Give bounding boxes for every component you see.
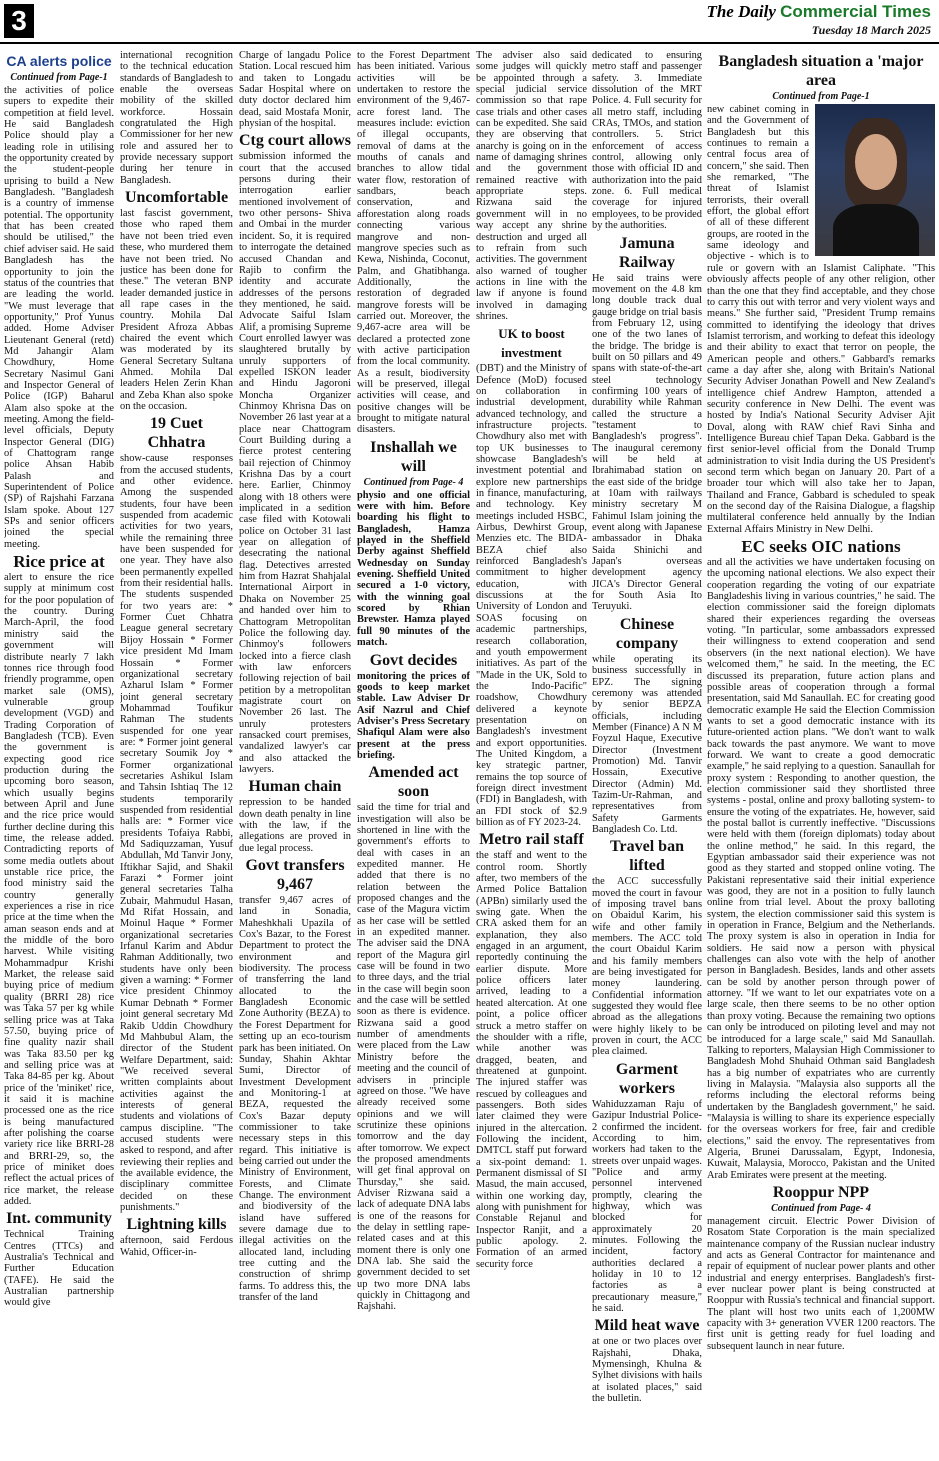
masthead [0,0,939,44]
headline: Human chain [248,778,342,796]
continued-note: Continued from Page-1 [772,91,870,102]
article-body: the ACC successfully moved the court in favour of imposing travel bans on Obaidul Karim, his wife and other family members. The ACC told the court Obaidul Karim and his family members are being investigated for money laundering. Confidential information suggested they would flee abroad as the allegations were highly likely to be proven in court, the ACC plea claimed. [592,876,702,1058]
issue-date: Tuesday 18 March 2025 [811,23,931,37]
article-body: afternoon, said Ferdous Wahid, Officer-in- [120,1235,233,1258]
headline: Uncomfortable [124,189,229,207]
article-body: (DBT) and the Ministry of Defence (MoD) focused on collaboration in industrial development, advanced technology, and infrastructure projects. Chowdhury also met with top UK businesses to showcase Bangladesh's investment potential and explore new partnerships in finance, manufacturing, and technology. Key meetings included HSBC, Airbus, Dewhirst Group, Menzies etc. The BIDA-BEZA chief also reinforced Bangladesh's commitment to higher education, with discussions at the University of London and SOAS focusing on academic partnerships, research collaboration, and youth empowerment initiatives. As part of the "Made in the UK, Sold to the Indo-Pacific" roadshow, Chowdhury delivered a keynote presentation on Bangladesh's investment and export opportunities. The United Kingdom, a key strategic partner, remains the top source of foreign direct investment (FDI) in Bangladesh, with an FDI stock of $2.9 billion as of FY 2023-24. [476,363,587,828]
continued-note: Continued from Page-1 [10,72,108,83]
photo-face [855,134,897,190]
article-body: physio and one official were with him. Before boarding his flight to Bangladesh, Hamza played in the Sheffield Derby against Sheffield Wednesday on Sunday evening. Sheffield United secured a 1-0 victory, with the winning goal scored by Rhian Brewster. Hamza played full 90 minutes of the match. [357,489,470,649]
headline: Rooppur NPP [772,1183,870,1201]
headline: 19 Cuet Chhatra [147,415,206,452]
headline: Bangladesh situation a 'major area [718,53,924,89]
headline: CA alerts police [6,53,112,69]
article-body: the staff and went to the control room. Shortly after, two members of the Armed Police Battalion (APBn) similarly used the swing gate. When the CRA asked them for an explanation, they also engaged in an argument, reportedly continuing the earlier dispute. More police officers later arrived, leading to a heated altercation. At one point, a police officer struck a metro staffer on the shoulder with a rifle, while another was dragged, beaten, and threatened at gunpoint. The injured staffer was rescued by colleagues and passengers. Both sides later claimed they were injured in the altercation. Following the incident, DMTCL staff put forward a six-point demand: 1. Permanent dismissal of SI Masud, the main accused, within one working day, along with punishment for Constable Rejanul and Inspector Ranjit, and a public apology. 2. Formation of an armed security force [476,850,587,1270]
continued-note: Continued from Page- 4 [363,476,464,488]
headline: Int. community [6,1210,112,1228]
article-body: repression to be handed down death penalty in line with the law, if the allegations are proved in due legal process. [239,797,351,854]
article-body: at one or two places over Rajshahi, Dhaka, Mymensingh, Khulna & Sylhet divisions with hails at isolated places," said the bulletin. [592,1336,702,1405]
article-body: the activities of police supers to expedite their competition at field level. He said Bangladesh Police should play a leading role in utilising the opportunity created by the student-people uprising to build a New Bangladesh. "Bangladesh is a country of immense potential. The opportunity that has been created should be utilised," the chief adviser said. He said Bangladesh has the opportunity to join the status of the countries that are leading the world. "We must leverage that opportunity," Prof Yunus added. Home Adviser Lieutenant General (retd) Md Jahangir Alam Chowdhury, Home Secretary Nasimul Gani and Inspector General of Police (IGP) Baharul Alam also spoke at the meeting. Among the field-level officials, Deputy Inspector General (DIG) of Chattogram range police Ahsan Habib Palash and Superintendent of Police (SP) of Rajshahi Farzana Islam spoke. About 127 SPs and senior officers joined the special meeting. [4,85,114,550]
continued-note: Continued from Page- 4 [771,1202,871,1214]
headline: Rice price at [13,552,105,572]
newspaper-brand [706,2,931,22]
column-1 [4,50,114,1460]
headline: Travel ban lifted [610,838,684,875]
headline: EC seeks OIC nations [741,537,901,557]
page-number: 3 [4,4,34,38]
article-body: show-cause responses from the accused students, and other evidence. Among the suspended students, four have been suspended from academic activities for two years, while the remaining three have been suspended for one year. They have also been permanently expelled from their residential halls. The students suspended for two years are: * Former Cuet Chhatra League general secretary Bijoy Hossain * Former vice president Md Imam Hossain * Former organizational secretary Azharul Islam * Former joint general secretary Mohammad Toufikur Rahman The students suspended for one year are: * Former joint general secretary Soumik Joy * Former organizational secretaries Ashikul Islam and Tahsin Ishtiaq The 12 students temporarily suspended from residential halls are: * Former vice presidents Tofaiya Rabbi, Md Sadiquzzaman, Yusuf Abdullah, Md Tanvir Jony, Iftikhar Sajid, and Shakil Farazi * Former joint general secretaries Talha Zubair, Mahmudul Hasan, Md Rifat Hossain, and Moinul Haque * Former organizational secretaries Irfanul Karim and Abdur Rahman Additionally, two students have only been given a warning: * Former vice president Chinmoy Kumar Debnath * Former joint general secretary Md Rakib Uddin Chowdhury Md Mahbubul Alam, the director of the Student Welfare Department, said: "We received several written complaints about activities against the interests of general students and violations of campus discipline. "The accused students were asked to respond, and after reviewing their replies and the available evidence, the disciplinary committee decided on these punishments." [120,453,233,1213]
headline: UK to boost investment [498,326,565,361]
article-body: management circuit. Electric Power Division of Rosatom State Corporation is the main specialized maintenance company of the Russian nuclear industry and acts as General Contractor for maintenance and repair of equipment of nuclear power plants and other industrial and energy enterprises. Bangladesh's first-ever nuclear power plant is being constructed at Rooppur with Russia's technical and financial support. The plant will host two units each of 1,200MW capacity with 3+ generation VVER 1200 reactors. The first unit is getting ready for fuel loading and subsequent launch in near future. [707,1215,935,1352]
article-body: dedicated to ensuring metro staff and passenger safety. 3. Immediate dissolution of the MRT Police. 4. Full security for all metro staff, including CRAs, TMOs, and station controllers. 5. Strict enforcement of access control, allowing only those with official ID and authorization into the paid zone. 6. Full medical coverage for injured employees, to be provided by the authorities. [592,50,702,232]
article-body: new cabinet coming in and the Government of Bangladesh but this continues to remain a central focus area of concern," she said. Then she remarked, "The threat of Islamist terrorists, their overall effort, the global effort of all of these different groups, are rooted in the same ideology and objective - which is to rule or govern with an Islamist Caliphate. "This obviously affects people of any other religion, other than the one that they find acceptable, and they chose to carry this out with terror and very violent ways and means." She further said, "President Trump remains committed to identifying the ideology that drives Islamist terrorism, and working to defeat this ideology and their ability to exact that terror on people, the American people and others." Gabbard's remarks came a day after she, along with Britain's National Security Adviser Jonathan Powell and New Zealand's intelligence chief Andrew Hampton, attended a security conference in New Delhi. The event was hosted by India's National Security Adviser Ajit Doval, along with RAW chief Ravi Sinha and Intelligence Bureau chief Tapan Deka. Gabbard is the first senior-level official from the Donald Trump administration to visit India during the US President's second term which began on January 20. Part of a broader tour which will also take her to Japan, Thailand and France, Gabbard is scheduled to speak on the second day of the Raisina Dialogue, a flagship multilateral conference held annually by the Indian External Affairs Ministry in New Delhi. [707,104,935,535]
article-body: Technical Training Centres (TTCs) and Australia's Technical and Further Education (TAFE). He said the Australian partnership would give [4,1229,114,1309]
article-body: alert to ensure the rice supply at minimum cost for the poor population of the country. During March-April, the food ministry said the government will distribute nearly 7 lakh tonnes rice through food friendly programme, open market sale (OMS), vulnerable group development (VGD) and Trading Corporation of Bangladesh (TCB). Even the government is expecting good rice production during the upcoming boro season, which usually begins between April and June and the rice price would further decline during this time, the release added. Contradicting reports of some media outlets about unstable rice price, the food ministry said the country generally experiences a rise in rice price at the time when the aman season ends and at the middle of the boro harvest. While visiting Mohammadpur Krishi Market, the release said buying price of medium quality (BRRI 28) rice was Taka 57 per kg while selling price was at Taka 57.50, buying price of fine quality nazir shail was Taka 83.50 per kg and selling price was at Taka 84-85 per kg. About price of the 'miniket' rice, it said it is machine processed one as the rice is being manufactured after polishing the coarse variety rice like BRRI-28 and BRRI-29, so, the price of miniket does reflect the actual prices of rice market, the release added. [4,572,114,1207]
column-4 [357,50,470,1460]
headline: Amended act soon [368,764,459,801]
article-body: transfer 9,467 acres of land in Sonadia, Maheshkhali Upazila of Cox's Bazar, to the Forest Department to protect the environment and biodiversity. The process of transferring the land allocated to the Bangladesh Economic Zone Authority (BEZA) to the Forest Department for setting up an eco-tourism park has been initiated. On Sunday, Shahin Akhtar Sumi, Director of Investment Development and Monitoring-1 at BEZA, requested the Cox's Bazar deputy commissioner to take necessary steps in this regard. This initiative is being carried out under the Ministry of Environment, Forests, and Climate Change. The environment and biodiversity of the island have suffered severe damage due to illegal activities on the allocated land, including tree cutting and the construction of shrimp farms. To address this, the transfer of the land [239,895,351,1304]
photo-body [833,204,919,256]
article-body: international recognition to the technical education standards of Bangladesh to enable the overseas mobility of the skilled workforce. Hossain congratulated the High Commissioner for her new role and assured her to provide necessary support during her tenure in Bangladesh. [120,50,233,186]
column-2 [120,50,233,1460]
headline: Inshallah we will [370,438,457,475]
article-body: while operating its business successfully in EPZ. The signing ceremony was attended by senior BEPZA officials, including Member (Finance) A N M Foyzul Haque, Executive Director (Investment Promotion) Md. Tanvir Hossain, Executive Director (Admin) Md. Tazim-Ur-Rahman, and representatives from Safety Garments Bangladesh Co. Ltd. [592,653,702,835]
headline: Lightning kills [126,1216,227,1234]
article-body: Charge of langadu Police Station. Local rescued him and taken to Longadu Sadar Hospital where on duty doctor declared him dead, said Mostafa Monir, physian of the hospital. [239,50,351,130]
headline: Metro rail staff [479,831,584,849]
column-7 [707,50,935,1460]
brand-prefix: The Daily [706,2,776,21]
column-5 [476,50,587,1460]
article-body: He said trains were movement on the 4.8 km long double track dual gauge bridge on trial basis from February 12, using one of the two lanes of the bridge. The bridge is built on 50 pillars and 49 spans with state-of-the-art steel technology confirming 100 years of durability while Rahman called the structure a "testament to Bangladesh's progress". The inaugural ceremony will be held at Ibrahimabad station on the east side of the bridge at 10am with railways ministry secretary M Fahimul Islam joining the event along with Japanese ambassador in Dhaka Saida Shinichi and Japan's overseas development agency JICA's Director General for South Asia Ito Teruyuki. [592,272,702,613]
column-6 [592,50,702,1460]
headline: Jamuna Railway [619,234,675,271]
column-3 [239,50,351,1460]
article-body: monitoring the prices of goods to keep market stable. Law Adviser Dr Asif Nazrul and Chief Adviser's Press Secretary Shafiqul Alam were also present at the press briefing. [357,670,470,761]
headline: Ctg court allows [239,132,351,150]
article-body: submission informed the court that the accused persons during their interrogation earlier mentioned involvement of two other persons- Shiva and Ombai in the murder incident. So, it is required to interrogate the detained accused Chandan and Rajib to confirm the identity and accurate addresses of the persons they mentioned, he said. Advocate Saiful Islam Alif, a promising Supreme Court enrolled lawyer was slaughtered brutally by unruly supporters of expelled ISKON leader and Hindu Jagoroni Moncha Organizer Chinmoy Khrisna Das on November 26 last year at a place near Chattogram Court Building during a fierce protest centering bail rejection of Chinmoy Krishna Das by a court here. Earlier, Chinmoy along with 18 others were implicated in a sedition case filed with Kotowali police on October 31 last year on allegation of desecrating the national flag. Detectives arrested him from Hazrat Shahjalal International Airport in Dhaka on November 25 and handed over him to Chattogram Metropolitan Police the following day. Chinmoy's followers locked into a fierce clash with law enforcers following rejection of bail petition by a metropolitan magistrate court on November 26 last. The unruly protesters ransacked court premises, vandalized lawyer's car and also attacked the lawyers. [239,151,351,775]
headline: Govt decides [369,651,458,669]
brand-name: Commercial Times [780,2,931,21]
news-photo [815,104,935,256]
headline: Govt transfers 9,467 [245,857,345,894]
headline: Mild heat wave [594,1317,700,1335]
article-body: to the Forest Department has been initiated. Various activities will be undertaken to restore the environment of the 9,467-acre forest land. The measures include: eviction of illegal occupants, removal of dams at the mouths of canals and branches to allow tidal water flow, restoration of sandbars, beach conservation, and afforestation along roads connecting various mangrove and non-mangrove species such as Kewa, Nishinda, Coconut, Palm, and Ghatibhanga. Additionally, the restoration of degraded mangrove forests will be carried out. Moreover, the 9,467-acre area will be declared a protected zone with active participation from the local community. As a result, biodiversity will be preserved, illegal activities will cease, and positive changes will be brought to mitigate natural disasters. [357,50,470,436]
headline: Chinese company [615,615,679,652]
article-body: said the time for trial and investigation will also be shortened in line with the government's efforts to deal with cases in an expedited manner. He added that there is no relation between the proposed changes and the case of the Magura victim as her case will be settled in an expedited manner. The adviser said the DNA report of the Magura girl case will be found in two to three days, and the trial in the case will begin soon and the case will be settled soon as there is evidence. Rizwana said a good number of amendments were placed from the Law Ministry before the meeting and the council of advisers in principle agreed on those. "We have already received some opinions and we will scrutinize these opinions tomorrow and the day after tomorrow. We expect the proposed amendments will get final approval on Thursday," she said. Adviser Rizwana said a lack of adequate DNA labs is one of the reasons for the delay in settling rape-related cases and at this moment there is only one DNA lab. She said the government decided to set up two more DNA labs quickly in Chittagong and Rajshahi. [357,802,470,1313]
article-body: last fascist government, those who raped them have not been tried even these, who murdered them have not been tried. No justice has been done for these." The veteran BNP leader demanded justice in all rape cases in the country. Mohila Dal President Afroza Abbas chaired the event which was moderated by its General Secretary Sultana Ahmed. Mohila Dal leaders Helen Zerin Khan and Zeba Khan also spoke on the occasion. [120,208,233,412]
article-body: and all the activities we have undertaken focusing on the upcoming national elections. We also expect their cooperation regarding the voting of our expatriate Bangladeshis living in various countries," he said. The election commissioner said the foreign diplomats shared their experiences regarding the overseas voting. "In particular, some ambassadors expressed their willingness to extend cooperation and send observers (in the next national election). We have welcomed them," he said. In the meeting, the EC discussed its preparation, future action plans and possible areas of cooperation through a formal presentation, said Md Sanaullah. EC for creating good democratic example He said the Election Commission wants to set a good democratic instance with its future-oriented action plans. "We don't want to walk back towards the past anymore. We want to move forward. We want to create a good democratic example," he said replying to a question. Sanaullah for proxy system : Responding to another question, the election commissioner said they shortlisted three systems - postal, online and proxy balloting system- to ensure the voting of the expatriates. He, however, said the postal ballot is currently ineffective. "Discussions were held with them (foreign diplomats) today about the online method," he said. In this regard, the Egyptian ambassador said their experience was not good as they started and stopped online voting. The Pakistani representative said their initial experience was good, they are not in a position to fully launch online from trial level. About the proxy balloting system, the election commissioner said this system is in operation in France, Belgium and the Netherlands. The proxy system is also in operation in India for soldiers. He said now a person with physical challenges can also vote with the help of another person in Bangladesh. Besides, lands and other assets can be sold by another person through power of attorney. "If we want to let our expatriates vote on a large scale, then there seems to be no other option than proxy voting. Because the remaining two options can only be introduced on piloting level and may not be introduced for a large scale," said Md Sanaullah. Talking to reporters, Malaysian High Commissioner to Bangladesh Mohd Shuhaid Othman said Bangladesh has a big number of expatriates who are currently living in Malaysia. "Malaysia also supports all the reforms including the electoral reforms being undertaken by the Bangladesh government," he said. "Malaysia is willing to share its experience especially for the overseas workers for free, fair and credible elections," said the envoy. The representatives from Algeria, Brunei Darussalam, Egypt, Indonesia, Kuwait, Malaysia, Morocco, Pakistan and the United Arab Emirates were present at the meeting. [707,557,935,1181]
article-body: Wahiduzzaman Raju of Gazipur Industrial Police-2 confirmed the incident. According to him, workers had taken to the streets over unpaid wages. "Police and army personnel intervened promptly, clearing the highway, which was blocked for approximately 20 minutes. Following the incident, factory authorities declared a holiday in 10 to 12 factories as a precautionary measure," he said. [592,1098,702,1314]
article-body: The adviser also said some judges will quickly be appointed through a special judicial service commission so that rape case trials and other cases can be expedited. She said they are observing that anarchy is going on in the name of damaging shrines and the government remained reactive with appropriate steps. Rizwana said the government will in no way accept any shrine destruction and urged all to refrain from such activities. The government also warned of tougher actions in line with the law if anyone is found involved in damaging shrines. [476,50,587,322]
headline: Garment workers [615,1060,679,1097]
